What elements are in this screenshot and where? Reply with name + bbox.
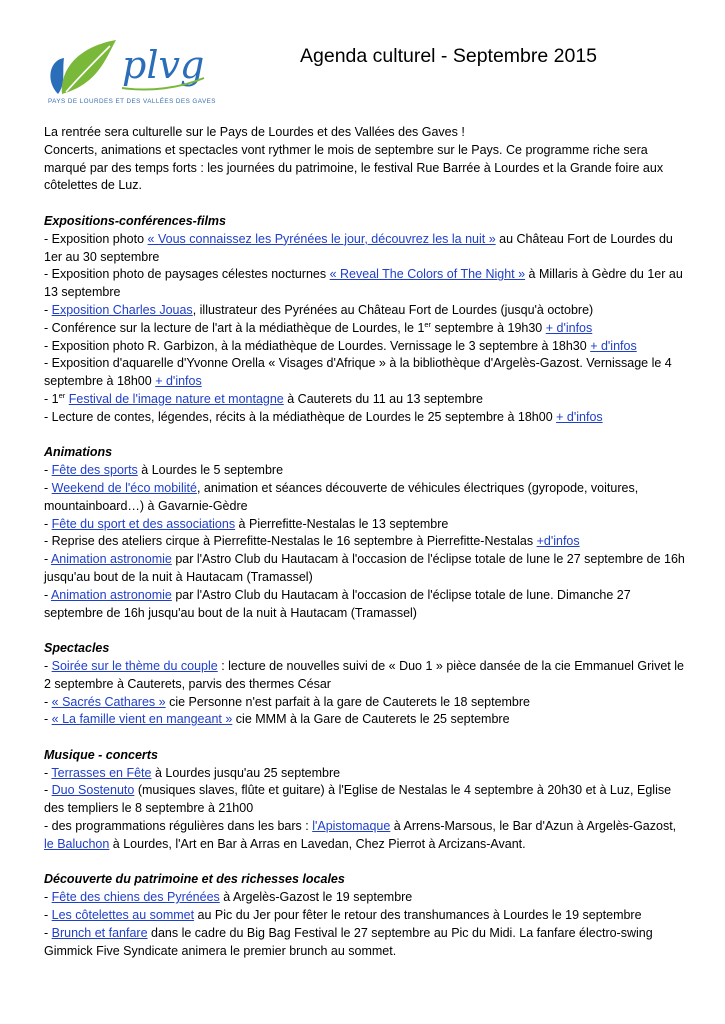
logo-tagline: PAYS DE LOURDES ET DES VALLÉES DES GAVES (48, 98, 216, 105)
event-link[interactable]: Animation astronomie (50, 587, 172, 602)
intro-paragraph: Concerts, animations et spectacles vont rythmer le mois de septembre sur le Pays. Ce programme riche sera marqué par des temps forts : les journées du patrimoine, le festival Rue Barrée à Lourdes et la Grande foire aux côtelettes de Luz. (44, 142, 664, 193)
list-item: - Duo Sostenuto (musiques slaves, flûte et guitare) à l'Eglise de Nestalas le 4 septembre à 20h30 et à Luz, Eglise des templiers le 8 septembre à 21h00 (44, 783, 672, 816)
event-link[interactable]: Soirée sur le thème du couple (51, 658, 218, 673)
section-title-expositions: Expositions-conférences-films (44, 213, 226, 228)
event-link[interactable]: Fête des sports (51, 463, 138, 478)
venue-link[interactable]: le Baluchon (44, 836, 110, 851)
list-item: - 1er Festival de l'image nature et montagne à Cauterets du 11 au 13 septembre (44, 390, 483, 406)
event-link[interactable]: Fête du sport et des associations (51, 516, 236, 531)
event-link[interactable]: « Reveal The Colors of The Night » (329, 267, 526, 282)
event-link[interactable]: Brunch et fanfare (51, 925, 148, 940)
list-item: - Animation astronomie par l'Astro Club du Hautacam à l'occasion de l'éclipse totale de lune le 27 septembre de 16h jusqu'au bout de la nuit à Hautacam (Tramassel) (44, 552, 685, 584)
list-item: - Brunch et fanfare dans le cadre du Big Bag Festival le 27 septembre au Pic du Midi. La fanfare électro-swing Gimmick Five Syndicate animera le premier brunch au sommet. (44, 925, 653, 958)
event-link[interactable]: Terrasses en Fête (51, 765, 152, 780)
list-item: - des programmations régulières dans les bars : l'Apistomaque à Arrens-Marsous, le Bar d'Azun à Argelès-Gazost, le Baluchon à Lourdes, l'Art en Bar à Arras en Lavedan, Chez Pierrot à Arcizans-Avant. (44, 819, 677, 851)
list-item: - Animation astronomie par l'Astro Club du Hautacam à l'occasion de l'éclipse totale de lune. Dimanche 27 septembre de 16h jusqu'au bout de la nuit à Hautacam (Tramassel) (44, 587, 631, 620)
document-title: Agenda culturel - Septembre 2015 (300, 45, 598, 67)
venue-link[interactable]: l'Apistomaque (312, 819, 391, 834)
list-item: - Conférence sur la lecture de l'art à la médiathèque de Lourdes, le 1er septembre à 19h30 + d'infos (44, 319, 593, 335)
more-info-link[interactable]: + d'infos (155, 374, 202, 389)
intro-line-1: La rentrée sera culturelle sur le Pays de Lourdes et des Vallées des Gaves ! (44, 125, 465, 139)
more-info-link[interactable]: + d'infos (556, 409, 603, 424)
event-link[interactable]: Animation astronomie (50, 552, 172, 567)
event-link[interactable]: Fête des chiens des Pyrénées (51, 890, 220, 905)
list-item: - Exposition d'aquarelle d'Yvonne Orella « Visages d'Afrique » à la bibliothèque d'Argelès-Gazost. Vernissage le 4 septembre à 18h00 + d'infos (44, 356, 672, 389)
event-link[interactable]: Festival de l'image nature et montagne (68, 391, 284, 406)
event-link[interactable]: « Vous connaissez les Pyrénées le jour, découvrez les la nuit » (147, 231, 496, 246)
list-item: - Reprise des ateliers cirque à Pierrefitte-Nestalas le 16 septembre à Pierrefitte-Nestalas +d'infos (44, 534, 580, 549)
document-body (44, 124, 689, 960)
section-title-animations: Animations (44, 445, 113, 460)
more-info-link[interactable]: +d'infos (536, 534, 580, 549)
event-link[interactable]: « Sacrés Cathares » (51, 694, 166, 709)
list-item: - Exposition photo « Vous connaissez les Pyrénées le jour, découvrez les la nuit » au Château Fort de Lourdes du 1er au 30 septembre (44, 231, 673, 264)
list-item: - « La famille vient en mangeant » cie MMM à la Gare de Cauterets le 25 septembre (44, 712, 510, 727)
list-item: - « Sacrés Cathares » cie Personne n'est parfait à la gare de Cauterets le 18 septembre (44, 694, 530, 709)
list-item: - Terrasses en Fête à Lourdes jusqu'au 25 septembre (44, 765, 341, 780)
event-link[interactable]: Weekend de l'éco mobilité (51, 480, 197, 495)
event-link[interactable]: Duo Sostenuto (51, 783, 135, 798)
plvg-logo (40, 36, 220, 116)
list-item: - Soirée sur le thème du couple : lecture de nouvelles suivi de « Duo 1 » pièce dansée de la cie Emmanuel Grivet le 2 septembre à Cauterets, parvis des thermes César (44, 658, 684, 691)
leaf-logo-icon (40, 36, 220, 98)
event-link[interactable]: Exposition Charles Jouas (51, 302, 193, 317)
section-title-musique: Musique - concerts (44, 747, 158, 762)
list-item: - Lecture de contes, légendes, récits à la médiathèque de Lourdes le 25 septembre à 18h00 + d'infos (44, 409, 603, 424)
list-item: - Weekend de l'éco mobilité, animation et séances découverte de véhicules électriques (gyropode, voitures, mountainboard…) à Gavarnie-Gèdre (44, 480, 639, 513)
logo-wordmark: plvg (122, 43, 205, 87)
section-title-patrimoine: Découverte du patrimoine et des richesses locales (44, 872, 345, 887)
list-item: - Fête des chiens des Pyrénées à Argelès-Gazost le 19 septembre (44, 890, 413, 905)
more-info-link[interactable]: + d'infos (590, 338, 637, 353)
list-item: - Fête des sports à Lourdes le 5 septembre (44, 463, 284, 478)
section-title-spectacles: Spectacles (44, 641, 110, 656)
list-item: - Fête du sport et des associations à Pierrefitte-Nestalas le 13 septembre (44, 516, 449, 531)
event-link[interactable]: « La famille vient en mangeant » (51, 712, 233, 727)
list-item: - Exposition photo de paysages célestes nocturnes « Reveal The Colors of The Night » à Millaris à Gèdre du 1er au 13 septembre (44, 267, 683, 300)
list-item: - Les côtelettes au sommet au Pic du Jer pour fêter le retour des transhumances à Lourdes le 19 septembre (44, 908, 642, 923)
list-item: - Exposition photo R. Garbizon, à la médiathèque de Lourdes. Vernissage le 3 septembre à 18h30 + d'infos (44, 338, 637, 353)
list-item: - Exposition Charles Jouas, illustrateur des Pyrénées au Château Fort de Lourdes (jusqu'à octobre) (44, 302, 594, 317)
event-link[interactable]: Les côtelettes au sommet (51, 908, 195, 923)
more-info-link[interactable]: + d'infos (545, 320, 593, 335)
